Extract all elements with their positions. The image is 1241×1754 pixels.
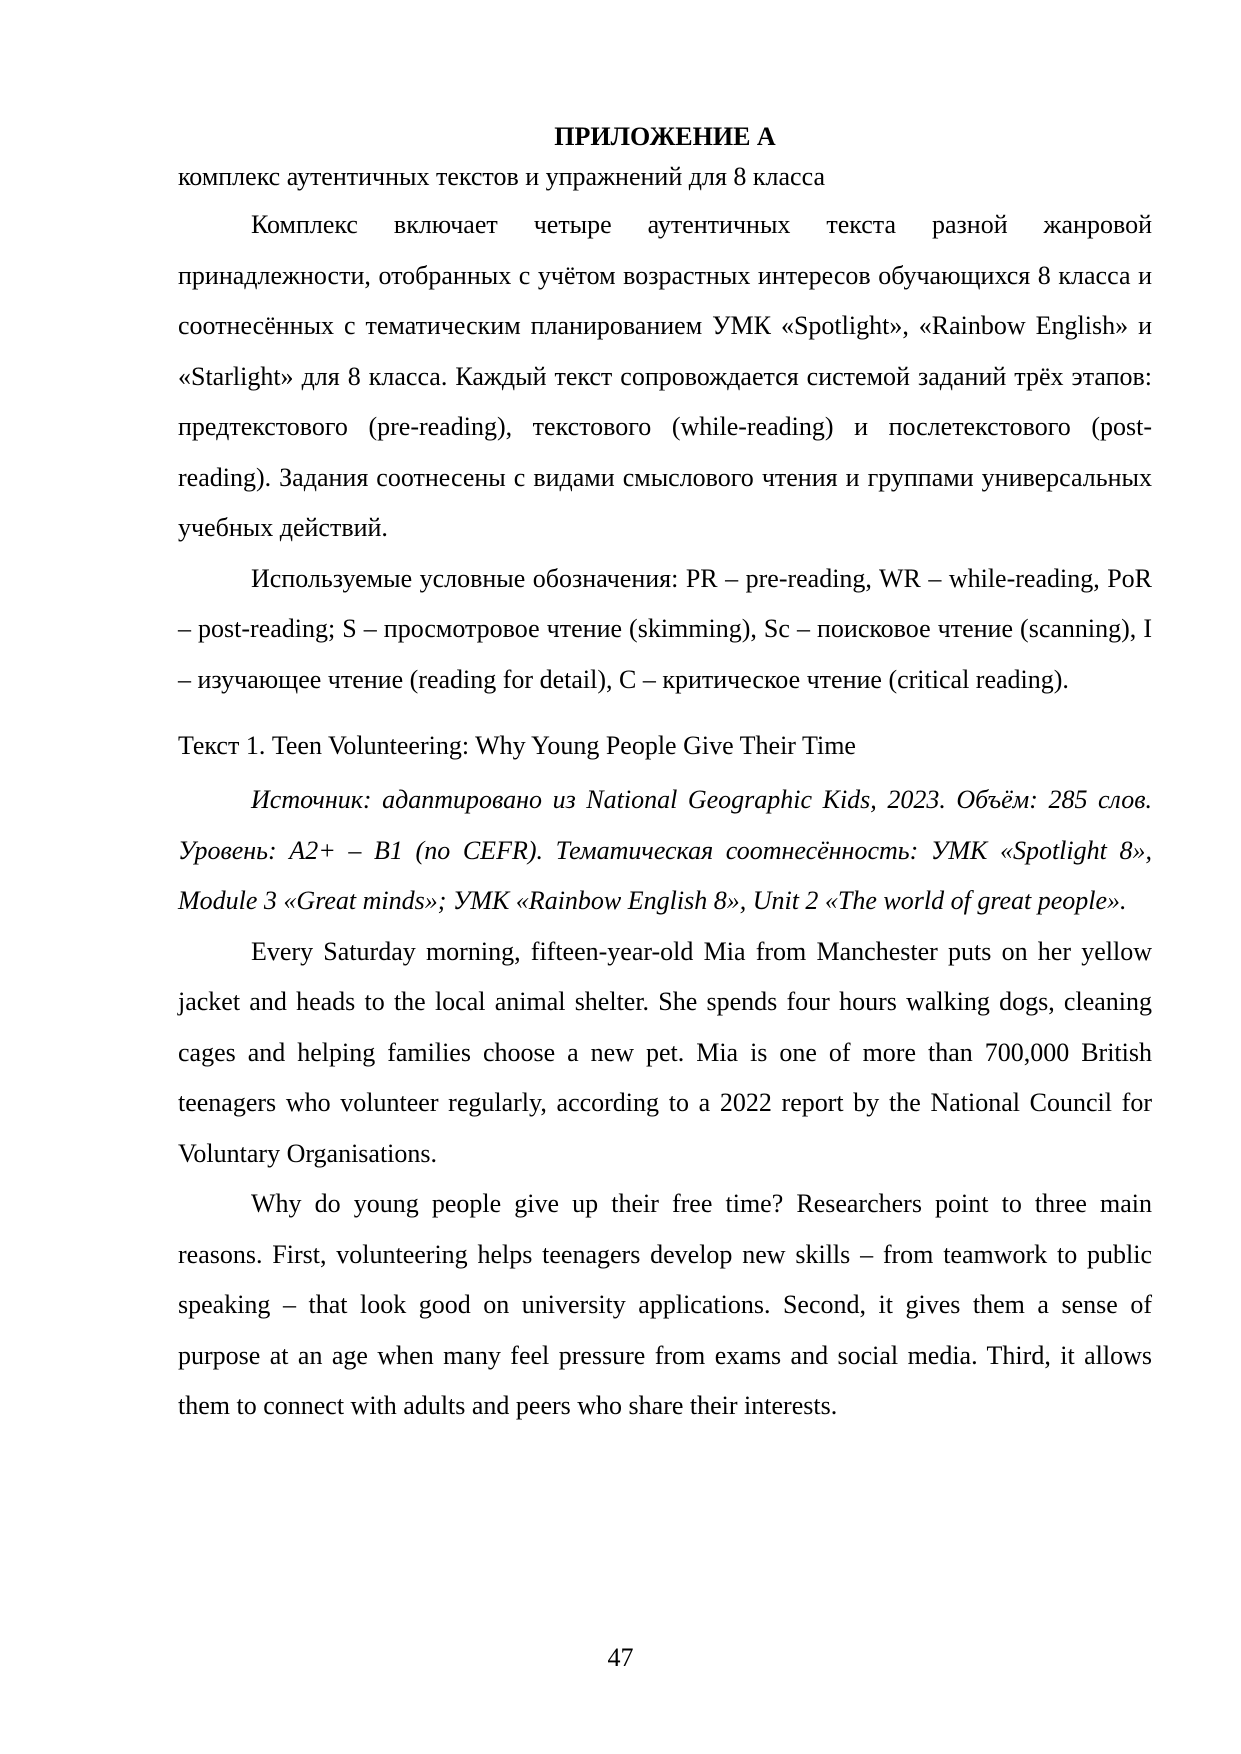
notation-paragraph: Используемые условные обозначения: PR – pre-reading, WR – while-reading, PoR – post-reading; S – просмотровое чтение (skimming), Sc – поисковое чтение (scanning), I – изучающее чтение (reading for detail), C – критическое чтение (critical reading). [178,563,1152,694]
page-content [178,112,1152,1432]
text-1-paragraph: Why do young people give up their free time? Researchers point to three main reasons. First, volunteering helps teenagers develop new skills – from teamwork to public speaking – that look good on university applications. Second, it gives them a sense of purpose at an age when many feel pressure from exams and social media. Third, it allows them to connect with adults and peers who share their interests. [178,1189,1152,1420]
intro-paragraph: Комплекс включает четыре аутентичных текста разной жанровой принадлежности, отобранных с учётом возрастных интересов обучающихся 8 класса и соотнесённых с тематическим планированием УМК «Spotlight», «Rainbow English» и «Starlight» для 8 класса. Каждый текст сопровождается системой заданий трёх этапов: предтекстового (pre-reading), текстового (while-reading) и послетекстового (post-reading). Задания соотнесены с видами смыслового чтения и группами универсальных учебных действий. [178,210,1152,542]
text-1-source-note: Источник: адаптировано из National Geographic Kids, 2023. Объём: 285 слов. Уровень: A2+ – B1 (по CEFR). Тематическая соотнесённость: УМК «Spotlight 8», Module 3 «Great minds»; УМК «Rainbow English 8», Unit 2 «The world of great people». [178,785,1152,915]
appendix-subtitle: комплекс аутентичных текстов и упражнений для 8 класса [178,162,825,191]
text-1-heading: Текст 1. Teen Volunteering: Why Young People Give Their Time [178,731,856,760]
appendix-title: ПРИЛОЖЕНИЕ А [554,122,776,151]
text-1-paragraph: Every Saturday morning, fifteen-year-old Mia from Manchester puts on her yellow jacket and heads to the local animal shelter. She spends four hours walking dogs, cleaning cages and helping families choose a new pet. Mia is one of more than 700,000 British teenagers who volunteer regularly, according to a 2022 report by the National Council for Voluntary Organisations. [178,936,1152,1168]
page-number: 47 [607,1643,634,1672]
